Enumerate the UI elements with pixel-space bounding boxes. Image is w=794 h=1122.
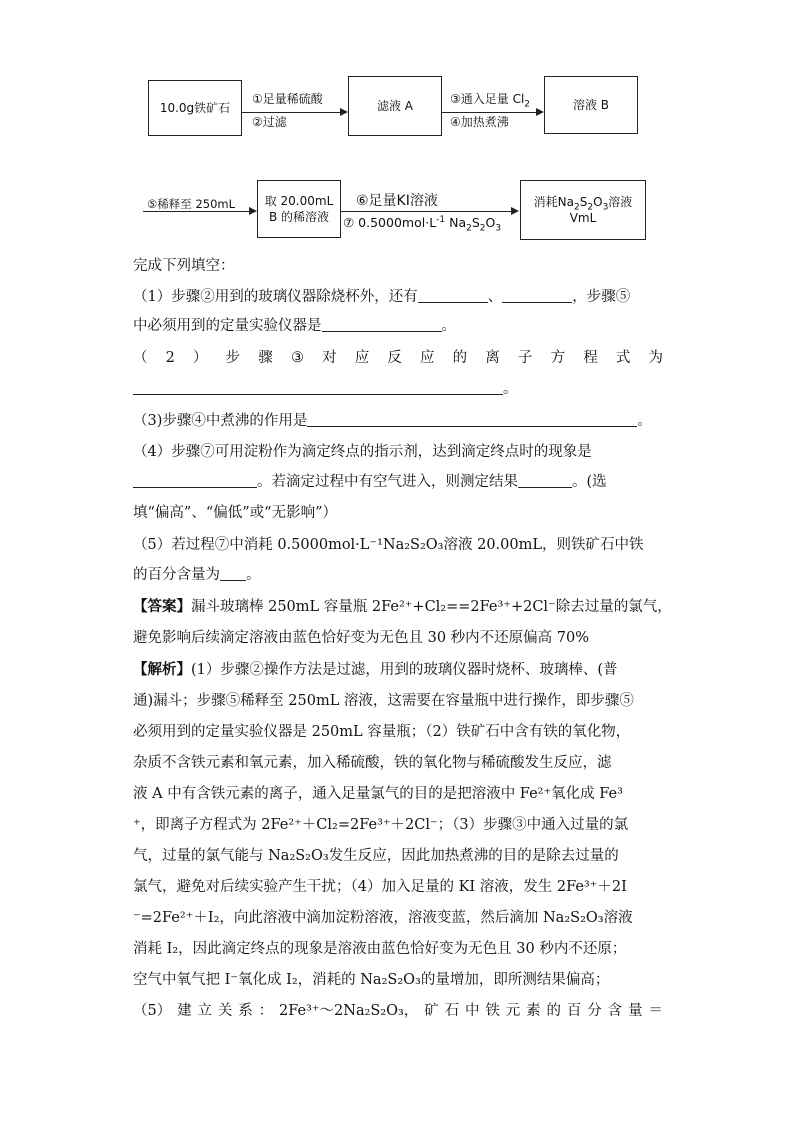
justified-token: 百	[566, 1003, 582, 1019]
answer-line2: 避免影响后续滴定溶液由蓝色恰好变为无色且 30 秒内不还原偏高 70%	[133, 630, 590, 646]
take-sample-line2: B 的稀溶液	[268, 210, 330, 224]
justified-token: （5）	[133, 1003, 172, 1019]
justified-token: 应	[420, 350, 435, 366]
justified-token: （	[133, 350, 148, 366]
arrow-2-top-label: ③通入足量 $Cl_2$	[450, 92, 531, 110]
justified-token: 对	[322, 350, 337, 366]
justified-token: 式	[615, 350, 631, 366]
explanation-line1: 【解析】(1）步骤②操作方法是过滤，用到的玻璃仪器时烧杯、玻璃棒、(普	[133, 661, 618, 678]
solution-b-box	[544, 76, 638, 134]
justified-token: 方	[550, 350, 566, 366]
justified-token: 中	[464, 1003, 480, 1019]
q4-line1: （4）步骤⑦可用淀粉作为滴定终点的指示剂，达到滴定终点时的现象是	[133, 444, 592, 460]
explanation-line10: 消耗 I₂，因此滴定终点的现象是溶液由蓝色恰好变为无色且 30 秒内不还原；	[133, 941, 627, 957]
justified-token: 应	[354, 350, 370, 366]
justified-token: 立	[197, 1003, 212, 1019]
justified-token: 关	[217, 1003, 233, 1019]
consume-line2: VmL	[569, 211, 597, 225]
justified-token: 2Fe³⁺～2Na₂S₂O₃，	[278, 1003, 419, 1019]
explanation-tag: 【解析】	[133, 661, 191, 678]
arrow-3-top-label: ⑥足量KI溶液	[356, 193, 438, 209]
step5-label: ⑤稀释至 250mL	[147, 197, 236, 211]
justified-token: 分	[587, 1003, 602, 1019]
explanation-line3: 必须用到的定量实验仪器是 250mL 容量瓶；（2）铁矿石中含有铁的氧化物，	[133, 724, 631, 740]
arrow-1-top-label: ①足量稀硫酸	[252, 92, 323, 106]
explanation-line11: 空气中氧气把 I⁻氧化成 I₂，消耗的 Na₂S₂O₃的量增加，即所测结果偏高；	[133, 972, 610, 988]
take-sample-line1: 取 20.00mL	[264, 194, 334, 208]
arrow-2-bottom-label: ④加热煮沸	[450, 115, 509, 129]
filtrate-a-box	[348, 76, 442, 136]
instruction: 完成下列填空：	[133, 258, 235, 274]
justified-token: 素	[526, 1003, 541, 1019]
arrow-step5	[143, 211, 255, 212]
q5-line2: 的百分含量为 。	[133, 567, 261, 583]
take-sample-box	[257, 180, 341, 238]
ore-box-label: 10.0g铁矿石	[159, 101, 231, 115]
q1-line1: （1）步骤②用到的玻璃仪器除烧杯外，还有 、 ，步骤⑤	[133, 289, 631, 305]
consume-line1: 消耗$Na_2S_2O_3$溶液	[533, 195, 633, 213]
q2-line1	[133, 348, 663, 368]
justified-token: 2	[165, 350, 175, 366]
answer-line1: 【答案】漏斗玻璃棒 250mL 容量瓶 2Fe²⁺+Cl₂==2Fe³⁺+2Cl⁻除去过量的氯气，	[133, 598, 672, 615]
q4-line3: 填“偏高”、“偏低”或“无影响”）	[133, 505, 337, 521]
explanation-line9: ⁻=2Fe²⁺＋I₂，向此溶液中滴加淀粉溶液，溶液变蓝，然后滴加 Na₂S₂O₃溶液	[133, 910, 633, 926]
justified-token: ＝	[648, 1003, 663, 1019]
q2-line2: 。	[133, 379, 663, 399]
arrow-1-bottom-label: ②过滤	[252, 115, 287, 129]
solution-b-label: 溶液 B	[572, 98, 610, 112]
justified-token: 量	[627, 1003, 643, 1019]
q1-line2: 中必须用到的定量实验仪器是 。	[133, 318, 456, 334]
consume-box	[520, 180, 646, 240]
justified-token: 建	[177, 1003, 192, 1019]
q3-line: （3)步骤④中煮沸的作用是 。	[133, 413, 652, 429]
justified-token: 反	[387, 350, 402, 366]
explanation-line8: 氯气，避免对后续实验产生干扰；（4）加入足量的 KI 溶液，发生 2Fe³⁺＋2I	[133, 879, 627, 895]
justified-token: 的	[546, 1003, 561, 1019]
justified-token: 矿	[424, 1003, 439, 1019]
justified-token: ③	[290, 350, 304, 366]
explanation-line12	[133, 1001, 663, 1021]
explanation-line7: 气，过量的氯气能与 Na₂S₂O₃发生反应，因此加热煮沸的目的是除去过量的	[133, 848, 619, 864]
explanation-line2: 通)漏斗；步骤⑤稀释至 250mL 溶液，这需要在容量瓶中进行操作，即步骤⑤	[133, 693, 634, 709]
filtrate-a-label: 滤液 A	[376, 99, 414, 113]
explanation-line5: 液 A 中有含铁元素的离子，通入足量氯气的目的是把溶液中 Fe²⁺氧化成 Fe³	[133, 786, 623, 802]
justified-token: 程	[583, 350, 598, 366]
justified-token: 石	[444, 1003, 460, 1019]
arrow-3	[341, 211, 517, 212]
ore-box	[148, 80, 242, 136]
justified-token: ）	[193, 350, 208, 366]
justified-token: 离	[485, 350, 500, 366]
justified-token: 步	[225, 350, 241, 366]
justified-token: 铁	[485, 1003, 500, 1019]
justified-token: 的	[452, 350, 468, 366]
justified-token: 含	[607, 1003, 623, 1019]
answer-tag: 【答案】	[133, 598, 191, 615]
justified-token: 为	[648, 350, 663, 366]
q5-line1: （5）若过程⑦中消耗 0.5000mol·L⁻¹Na₂S₂O₃溶液 20.00mL，则铁矿石中铁	[133, 537, 644, 553]
explanation-line4: 杂质不含铁元素和氧元素，加入稀硫酸，铁的氧化物与稀硫酸发生反应，滤	[133, 755, 612, 771]
arrow-3-bottom-label: ⑦ $0.5000mol\cdot L^{-1}$ $Na_2S_2O_3$	[343, 214, 502, 234]
justified-token: 骤	[258, 350, 273, 366]
justified-token: 元	[505, 1003, 521, 1019]
explanation-line6: ⁺，即离子方程式为 2Fe²⁺＋Cl₂=2Fe³⁺＋2Cl⁻；（3）步骤③中通入过量的氯	[133, 817, 629, 833]
justified-token: 系	[238, 1003, 253, 1019]
q4-line2: 。若滴定过程中有空气进入，则测定结果 。(选	[133, 472, 663, 492]
justified-token: 子	[517, 350, 533, 366]
justified-token: ：	[258, 1003, 274, 1019]
